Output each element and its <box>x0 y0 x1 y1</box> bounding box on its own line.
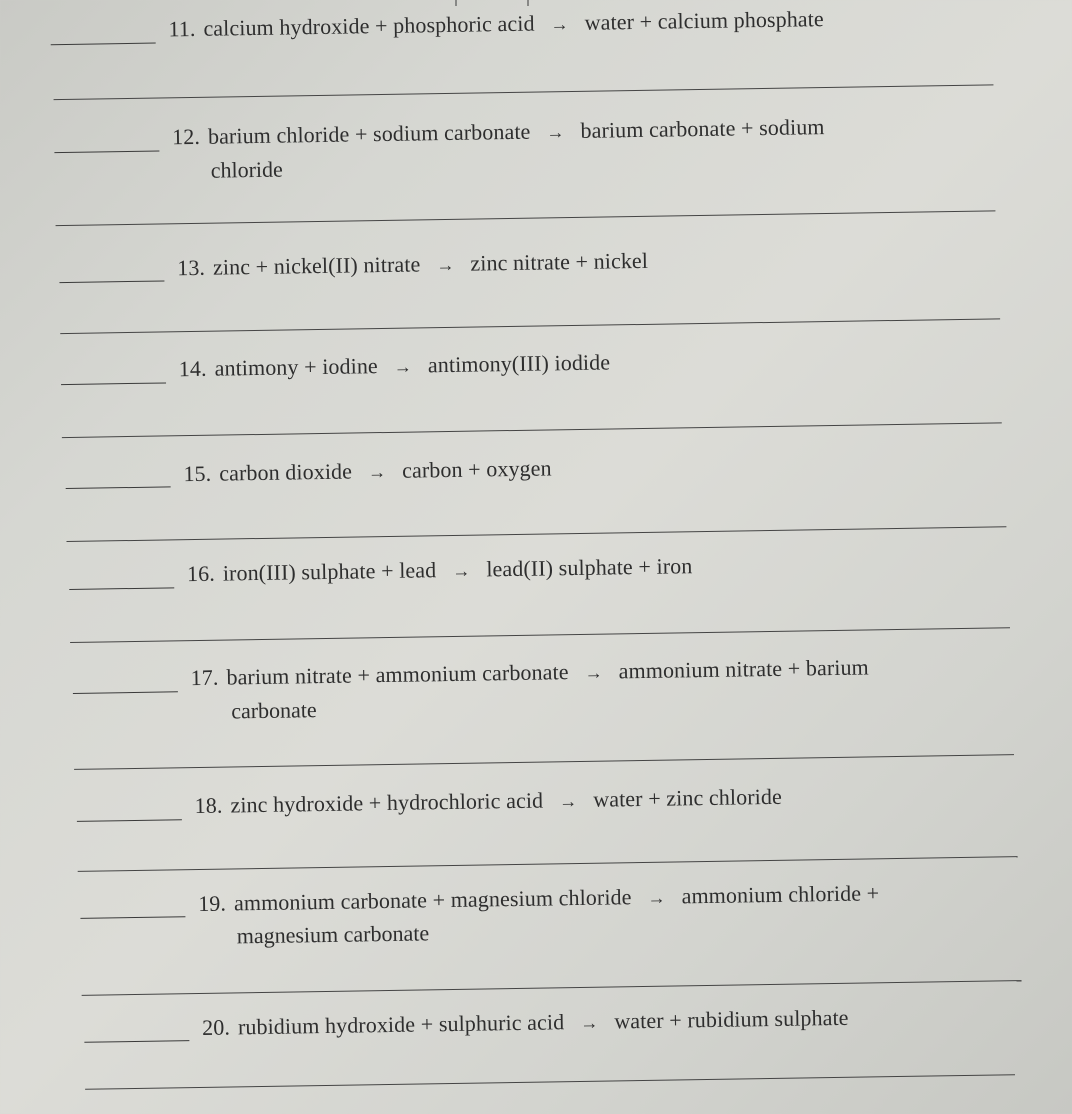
question-14 <box>179 346 611 386</box>
arrow-icon: → <box>580 1012 599 1034</box>
reactants: ammonium carbonate + magnesium chloride <box>233 884 632 916</box>
answer-blank[interactable] <box>69 587 174 590</box>
question-number: 12. <box>171 123 201 150</box>
question-13 <box>177 245 648 285</box>
arrow-icon: → <box>452 560 471 581</box>
answer-line[interactable] <box>70 627 1010 643</box>
reactants: calcium hydroxide + phosphoric acid <box>203 10 535 41</box>
products: water + zinc chloride <box>593 783 783 812</box>
question-number: 19. <box>198 890 227 916</box>
question-number: 14. <box>178 355 207 382</box>
question-15 <box>183 452 552 491</box>
answer-line[interactable] <box>85 1074 1015 1090</box>
arrow-icon: → <box>647 887 666 908</box>
arrow-icon: → <box>436 254 455 276</box>
answer-line[interactable] <box>54 84 994 100</box>
answer-line[interactable] <box>67 526 1007 542</box>
question-11 <box>168 3 824 46</box>
products: ammonium chloride + <box>681 880 880 909</box>
products: water + rubidium sulphate <box>614 1004 849 1034</box>
answer-blank[interactable] <box>77 819 182 822</box>
answer-blank[interactable] <box>51 43 156 46</box>
reactants: rubidium hydroxide + sulphuric acid <box>237 1009 565 1040</box>
answer-line[interactable] <box>78 856 1018 872</box>
question-number: 15. <box>183 460 212 487</box>
question-number: 20. <box>201 1014 231 1040</box>
reactants: barium chloride + sodium carbonate <box>207 118 531 149</box>
answer-line[interactable] <box>82 980 1022 996</box>
answer-blank[interactable] <box>73 691 178 694</box>
arrow-icon: → <box>584 662 603 683</box>
products: water + calcium phosphate <box>584 6 824 35</box>
arrow-icon: → <box>550 14 569 35</box>
answer-line[interactable] <box>62 422 1002 438</box>
answer-line[interactable] <box>56 210 996 226</box>
arrow-icon: → <box>546 122 565 143</box>
question-12-continuation: chloride <box>210 156 283 183</box>
answer-blank[interactable] <box>80 916 185 919</box>
question-number: 16. <box>186 560 216 587</box>
question-number: 13. <box>177 254 206 281</box>
products: antimony(III) iodide <box>427 349 611 378</box>
reactants: iron(III) sulphate + lead <box>222 557 437 586</box>
answer-blank[interactable] <box>66 486 171 489</box>
reactants: carbon dioxide <box>219 458 353 486</box>
question-18 <box>194 781 782 823</box>
question-19-continuation: magnesium carbonate <box>236 920 430 949</box>
products: carbon + oxygen <box>401 455 552 483</box>
answer-line[interactable] <box>74 754 1014 770</box>
reactants: barium nitrate + ammonium carbonate <box>226 659 569 690</box>
products: lead(II) sulphate + iron <box>486 553 693 582</box>
reactants: zinc + nickel(II) nitrate <box>212 251 421 280</box>
question-20 <box>202 1002 849 1045</box>
answer-blank[interactable] <box>54 151 159 154</box>
answer-blank[interactable] <box>59 280 164 283</box>
question-number: 11. <box>168 15 196 42</box>
answer-line[interactable] <box>60 318 1000 334</box>
arrow-icon: → <box>367 461 387 483</box>
question-16 <box>187 550 693 591</box>
question-number: 17. <box>190 664 219 691</box>
products: zinc nitrate + nickel <box>470 247 649 276</box>
reactants: antimony + iodine <box>214 353 379 381</box>
question-17 <box>190 651 869 695</box>
products: barium carbonate + sodium <box>580 114 825 143</box>
arrow-icon: → <box>393 356 413 377</box>
arrow-icon: → <box>559 791 578 812</box>
answer-blank[interactable] <box>61 382 166 385</box>
reactants: zinc hydroxide + hydrochloric acid <box>230 787 544 818</box>
question-17-continuation: carbonate <box>230 697 317 724</box>
products: ammonium nitrate + barium <box>618 654 869 684</box>
question-12 <box>172 111 825 154</box>
question-19 <box>198 877 879 921</box>
answer-blank[interactable] <box>84 1040 189 1043</box>
question-number: 18. <box>194 792 223 819</box>
